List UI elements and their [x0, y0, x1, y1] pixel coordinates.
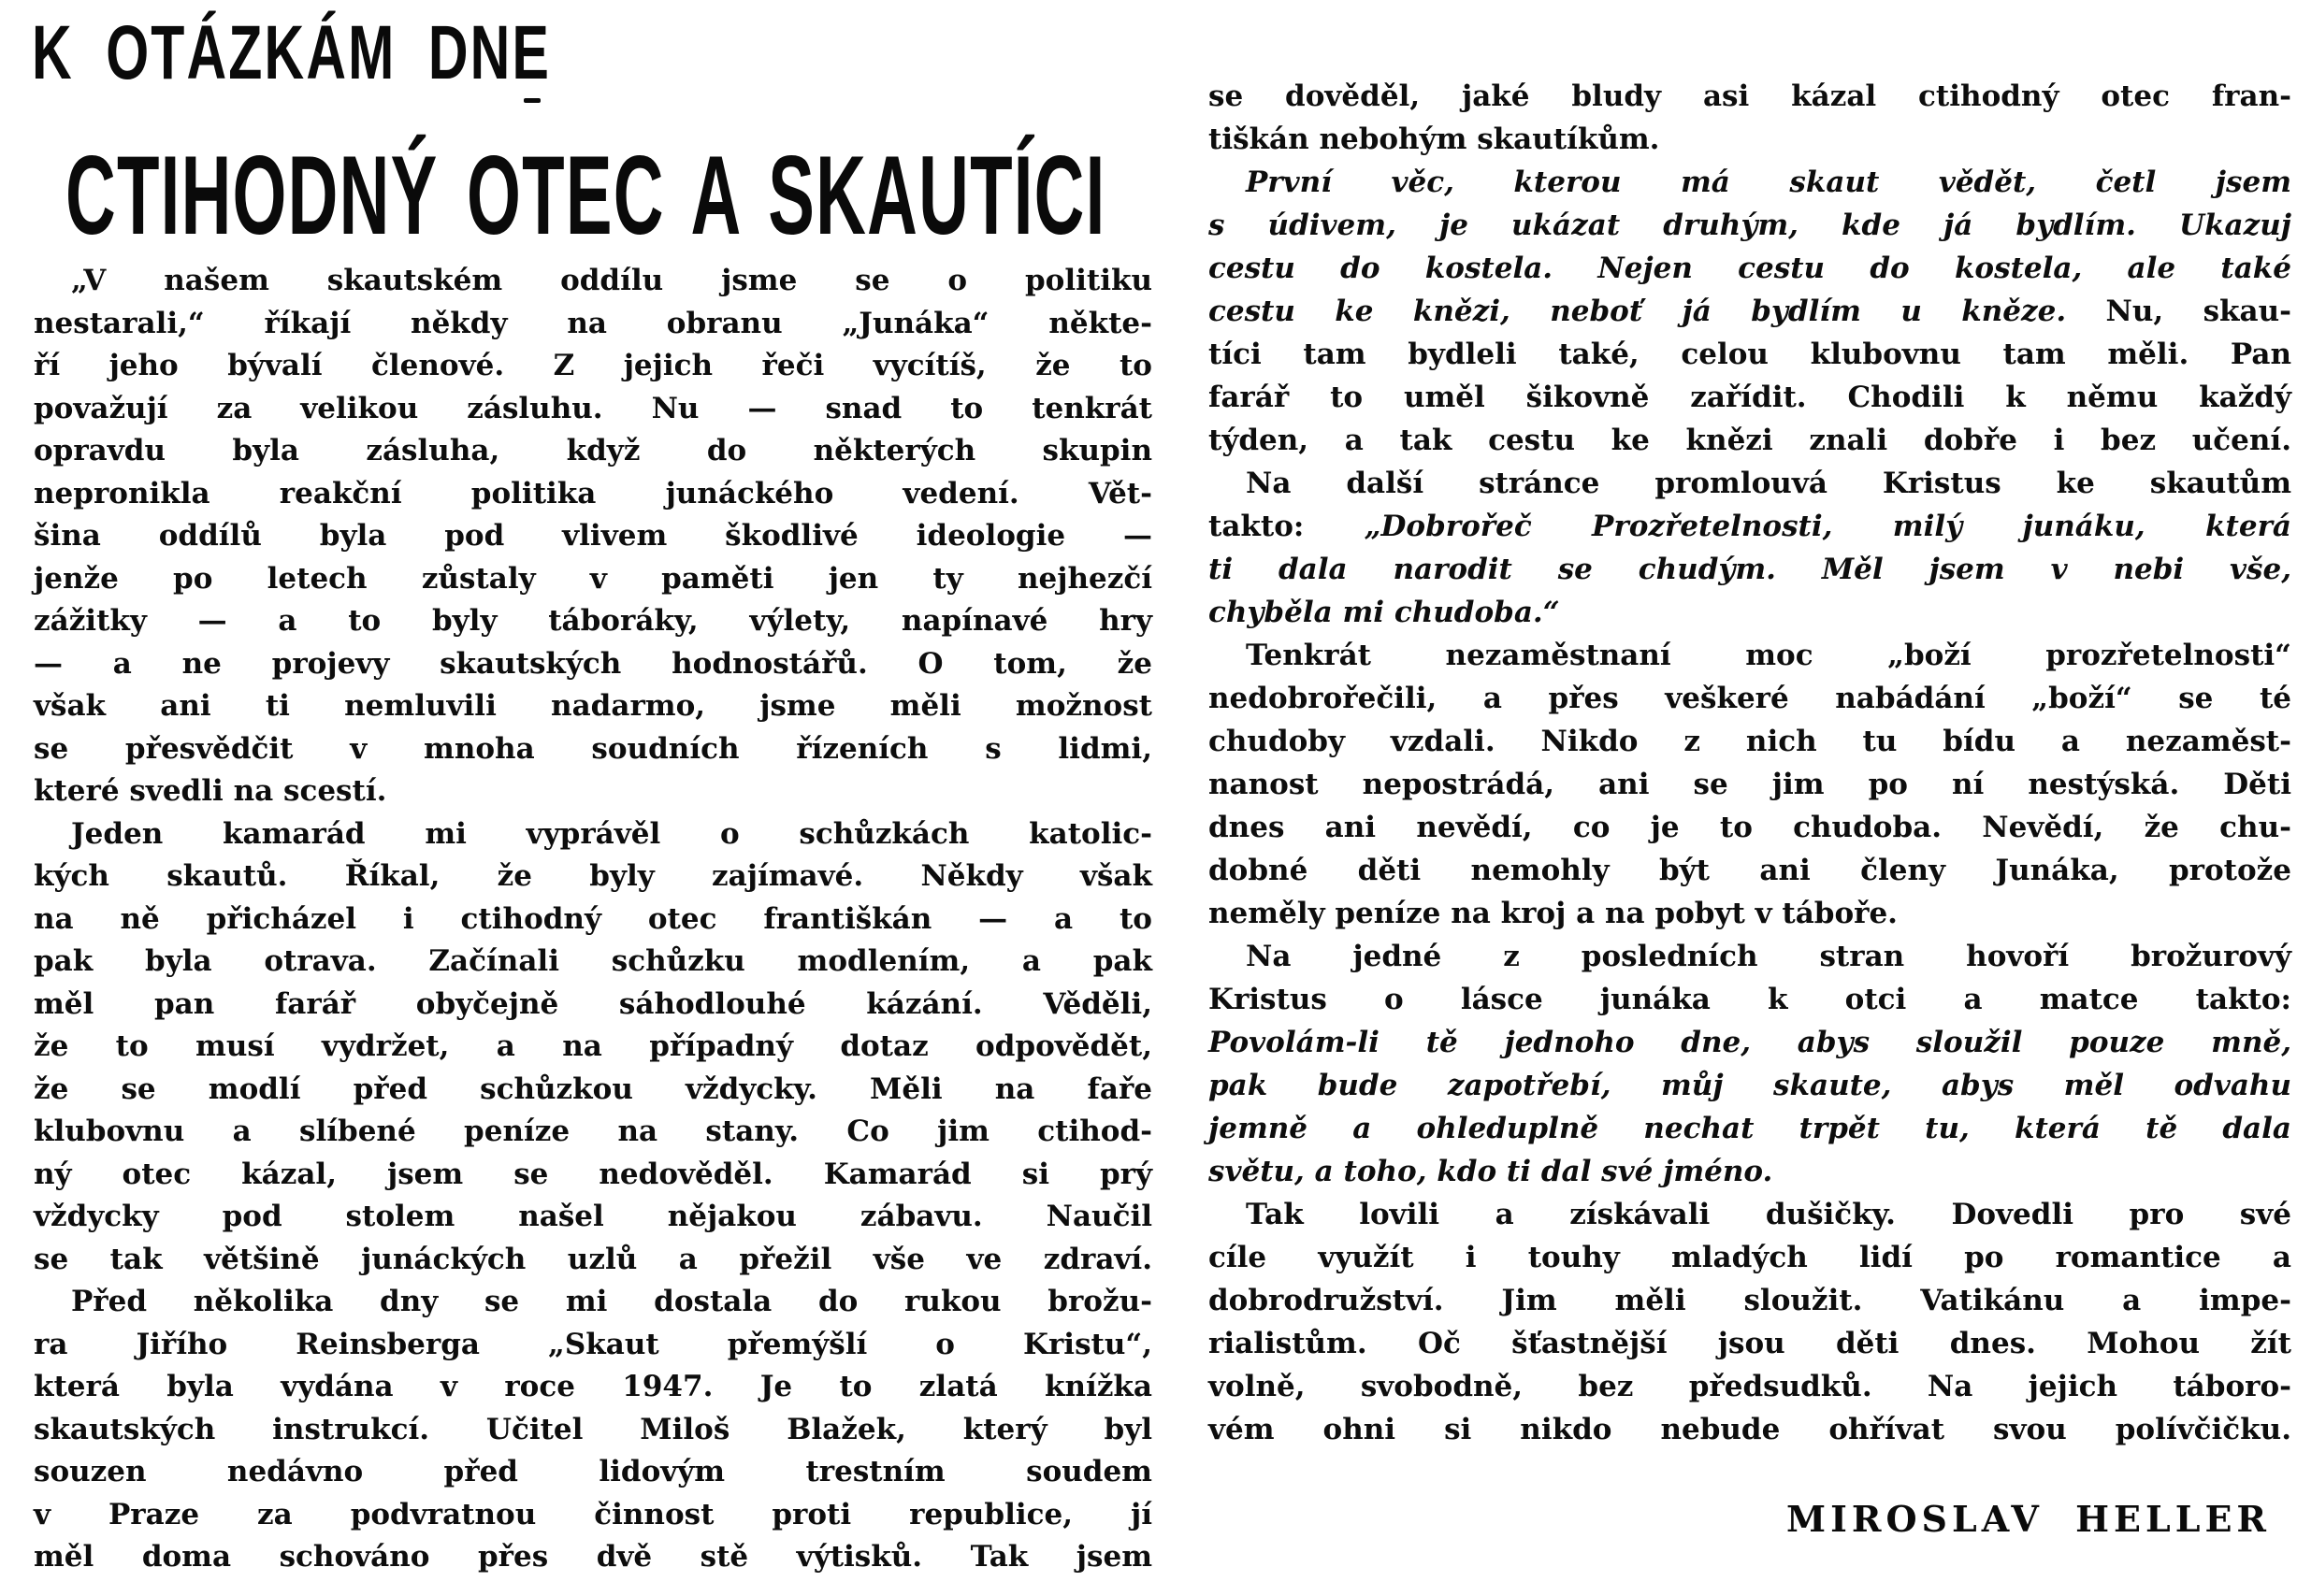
- text-segment: Tak lovili a získávali dušičky. Dovedli pro své: [1246, 1198, 2291, 1231]
- text-line: [1208, 462, 2291, 505]
- text-segment: kých skautů. Říkal, že byly zajímavé. Někdy však: [34, 859, 1152, 893]
- text-line: [1208, 1107, 2291, 1150]
- text-segment: cíle využít i touhy mladých lidí po romantice a: [1208, 1241, 2291, 1274]
- text-line: [1208, 1279, 2291, 1322]
- article-column-left: [34, 260, 1152, 1579]
- text-line: [1208, 1322, 2291, 1365]
- text-segment: se tak většině junáckých uzlů a přežil vše ve zdraví.: [34, 1242, 1152, 1276]
- text-segment: šina oddílů byla pod vlivem škodlivé ideologie —: [34, 519, 1152, 553]
- text-line: [34, 260, 1152, 303]
- text-line: [1208, 634, 2291, 677]
- text-line: [1208, 290, 2291, 333]
- section-kicker: K OTÁZKÁM DNE: [32, 10, 552, 95]
- text-line: [1208, 763, 2291, 806]
- text-line: [34, 1494, 1152, 1537]
- text-segment: — a ne projevy skautských hodnostářů. O tom, že: [34, 646, 1152, 681]
- text-segment: rialistům. Oč šťastnější jsou děti dnes. Mohou žít: [1208, 1327, 2291, 1360]
- text-line: [1208, 892, 2291, 935]
- text-segment: se přesvědčit v mnoha soudních řízeních s lidmi,: [34, 731, 1152, 766]
- text-line: [1208, 978, 2291, 1021]
- text-line: [34, 1536, 1152, 1579]
- author-signature: MIROSLAV HELLER: [1786, 1498, 2271, 1540]
- text-line: [1208, 419, 2291, 462]
- italic-text-segment: První věc, kterou má skaut vědět, četl jsem: [1246, 165, 2291, 199]
- text-line: [34, 643, 1152, 686]
- text-segment: považují za velikou zásluhu. Nu — snad to tenkrát: [34, 391, 1152, 425]
- text-segment: neměly peníze na kroj a na pobyt v táboře.: [1208, 897, 1898, 930]
- text-line: [34, 345, 1152, 388]
- text-line: [1208, 1150, 2291, 1193]
- text-line: [34, 1154, 1152, 1197]
- text-segment: měl doma schováno přes dvě stě výtisků. Tak jsem: [34, 1540, 1152, 1574]
- text-line: [34, 770, 1152, 813]
- text-line: [34, 388, 1152, 431]
- text-line: [34, 558, 1152, 601]
- text-segment: v Praze za podvratnou činnost proti republice, jí: [34, 1497, 1152, 1531]
- italic-text-segment: ti dala narodit se chudým. Měl jsem v nebi vše,: [1208, 553, 2291, 586]
- text-segment: dobrodružství. Jim měli sloužit. Vatikánu a impe-: [1208, 1284, 2291, 1317]
- text-line: [1208, 591, 2291, 634]
- text-line: [1208, 333, 2291, 376]
- text-line: [1208, 161, 2291, 204]
- text-segment: tíci tam bydleli také, celou klubovnu tam měli. Pan: [1208, 338, 2291, 371]
- text-segment: Na další stránce promlouvá Kristus ke skautům: [1246, 467, 2291, 500]
- text-line: [34, 685, 1152, 728]
- scan-artifact-dash: [524, 98, 541, 103]
- text-segment: pak byla otrava. Začínali schůzku modlením, a pak: [34, 944, 1152, 978]
- text-line: [34, 899, 1152, 942]
- text-line: [34, 600, 1152, 643]
- text-segment: „V našem skautském oddílu jsme se o politiku: [71, 264, 1152, 297]
- text-line: [1208, 1365, 2291, 1408]
- text-line: [34, 473, 1152, 516]
- text-segment: takto:: [1208, 510, 1365, 543]
- text-segment: chudoby vzdali. Nikdo z nich tu bídu a nezaměst-: [1208, 725, 2291, 758]
- italic-text-segment: pak bude zapotřebí, můj skaute, abys měl odvahu: [1208, 1069, 2291, 1102]
- article-column-right: [1208, 75, 2291, 1451]
- text-segment: souzen nedávno před lidovým trestním soudem: [34, 1455, 1152, 1488]
- text-segment: že to musí vydržet, a na případný dotaz odpovědět,: [34, 1029, 1152, 1063]
- text-line: [34, 1239, 1152, 1282]
- text-line: [1208, 118, 2291, 161]
- italic-text-segment: Povolám-li tě jednoho dne, abys sloužil pouze mně,: [1208, 1026, 2291, 1059]
- text-line: [34, 430, 1152, 473]
- text-segment: vém ohni si nikdo nebude ohřívat svou polívčičku.: [1208, 1413, 2291, 1446]
- text-line: [34, 303, 1152, 346]
- text-line: [1208, 1193, 2291, 1236]
- italic-text-segment: cestu ke knězi, neboť já bydlím u kněze.: [1208, 295, 2106, 328]
- text-segment: volně, svobodně, bez předsudků. Na jejich táboro-: [1208, 1370, 2291, 1403]
- text-line: [1208, 247, 2291, 290]
- text-segment: klubovnu a slíbené peníze na stany. Co jim ctihod-: [34, 1114, 1152, 1148]
- text-line: [34, 941, 1152, 984]
- text-line: [1208, 720, 2291, 763]
- text-line: [1208, 1064, 2291, 1107]
- text-line: [1208, 204, 2291, 247]
- italic-text-segment: „Dobrořeč Prozřetelnosti, milý junáku, která: [1364, 510, 2291, 543]
- text-line: [1208, 548, 2291, 591]
- text-line: [1208, 376, 2291, 419]
- text-segment: týden, a tak cestu ke knězi znali dobře i bez učení.: [1208, 424, 2291, 457]
- text-segment: měl pan farář obyčejně sáhodlouhé kázání. Věděli,: [34, 986, 1152, 1021]
- text-segment: vždycky pod stolem našel nějakou zábavu. Naučil: [34, 1200, 1152, 1233]
- text-line: [1208, 1021, 2291, 1064]
- text-segment: na ně přicházel i ctihodný otec františkán — a to: [34, 901, 1152, 936]
- text-line: [1208, 1236, 2291, 1279]
- text-line: [34, 1409, 1152, 1452]
- text-segment: Tenkrát nezaměstnaní moc „boží prozřetelnosti“: [1246, 639, 2291, 672]
- text-segment: které svedli na scestí.: [34, 774, 387, 808]
- text-segment: Kristus o lásce junáka k otci a matce takto:: [1208, 983, 2291, 1016]
- text-line: [34, 515, 1152, 558]
- text-line: [34, 1324, 1152, 1367]
- text-line: [34, 1196, 1152, 1239]
- text-segment: tiškán nebohým skautíkům.: [1208, 122, 1660, 156]
- italic-text-segment: cestu do kostela. Nejen cestu do kostela, ale také: [1208, 252, 2291, 285]
- text-segment: se dověděl, jaké bludy asi kázal ctihodný otec fran-: [1208, 79, 2291, 113]
- text-line: [1208, 677, 2291, 720]
- text-line: [34, 1451, 1152, 1494]
- text-line: [1208, 75, 2291, 118]
- text-segment: Jeden kamarád mi vyprávěl o schůzkách katolic-: [71, 816, 1152, 851]
- text-segment: farář to uměl šikovně zařídit. Chodili k němu každý: [1208, 381, 2291, 414]
- text-segment: opravdu byla zásluha, když do některých skupin: [34, 434, 1152, 467]
- text-segment: zážitky — a to byly táboráky, výlety, napínavé hry: [34, 604, 1152, 638]
- text-segment: dnes ani nevědí, co je to chudoba. Nevědí, že chu-: [1208, 811, 2291, 844]
- text-segment: Nu, skau-: [2105, 295, 2291, 328]
- italic-text-segment: jemně a ohleduplně nechat trpět tu, která tě dala: [1208, 1112, 2291, 1145]
- text-line: [34, 1026, 1152, 1069]
- italic-text-segment: chyběla mi chudoba.“: [1208, 596, 1560, 629]
- text-segment: Na jedné z posledních stran hovoří brožurový: [1246, 940, 2291, 973]
- text-line: [1208, 806, 2291, 849]
- text-line: [1208, 849, 2291, 892]
- text-segment: však ani ti nemluvili nadarmo, jsme měli možnost: [34, 689, 1152, 723]
- italic-text-segment: světu, a toho, kdo ti dal své jméno.: [1208, 1155, 1773, 1188]
- text-segment: Před několika dny se mi dostala do rukou brožu-: [71, 1285, 1152, 1318]
- text-segment: nedobrořečili, a přes veškeré nabádání „boží“ se té: [1208, 682, 2291, 715]
- text-line: [1208, 505, 2291, 548]
- text-segment: skautských instrukcí. Učitel Miloš Blažek, který byl: [34, 1412, 1152, 1446]
- text-line: [34, 1366, 1152, 1409]
- text-line: [34, 1281, 1152, 1324]
- text-segment: že se modlí před schůzkou vždycky. Měli na faře: [34, 1071, 1152, 1106]
- text-line: [34, 1111, 1152, 1154]
- text-segment: nanost nepostrádá, ani se jim po ní nestýská. Děti: [1208, 768, 2291, 801]
- text-line: [34, 984, 1152, 1027]
- text-line: [34, 1069, 1152, 1112]
- text-segment: ří jeho bývalí členové. Z jejich řeči vycítíš, že to: [34, 349, 1152, 382]
- text-segment: dobné děti nemohly být ani členy Junáka, protože: [1208, 854, 2291, 887]
- italic-text-segment: s údivem, je ukázat druhým, kde já bydlím. Ukazuj: [1208, 208, 2291, 242]
- text-segment: nestarali,“ říkají někdy na obranu „Junáka“ někte-: [34, 306, 1152, 340]
- text-line: [1208, 1408, 2291, 1451]
- text-segment: ra Jiřího Reinsberga „Skaut přemýšlí o Kristu“,: [34, 1327, 1152, 1361]
- text-line: [34, 856, 1152, 899]
- text-segment: nepronikla reakční politika junáckého vedení. Vět-: [34, 476, 1152, 510]
- text-line: [34, 728, 1152, 771]
- text-segment: ný otec kázal, jsem se nedověděl. Kamarád si prý: [34, 1157, 1152, 1191]
- text-line: [1208, 935, 2291, 978]
- text-segment: jenže po letech zůstaly v paměti jen ty nejhezčí: [34, 561, 1152, 596]
- article-title: CTIHODNÝ OTEC A SKAUTÍCI: [65, 133, 1106, 258]
- text-line: [34, 813, 1152, 856]
- text-segment: která byla vydána v roce 1947. Je to zlatá knížka: [34, 1370, 1152, 1403]
